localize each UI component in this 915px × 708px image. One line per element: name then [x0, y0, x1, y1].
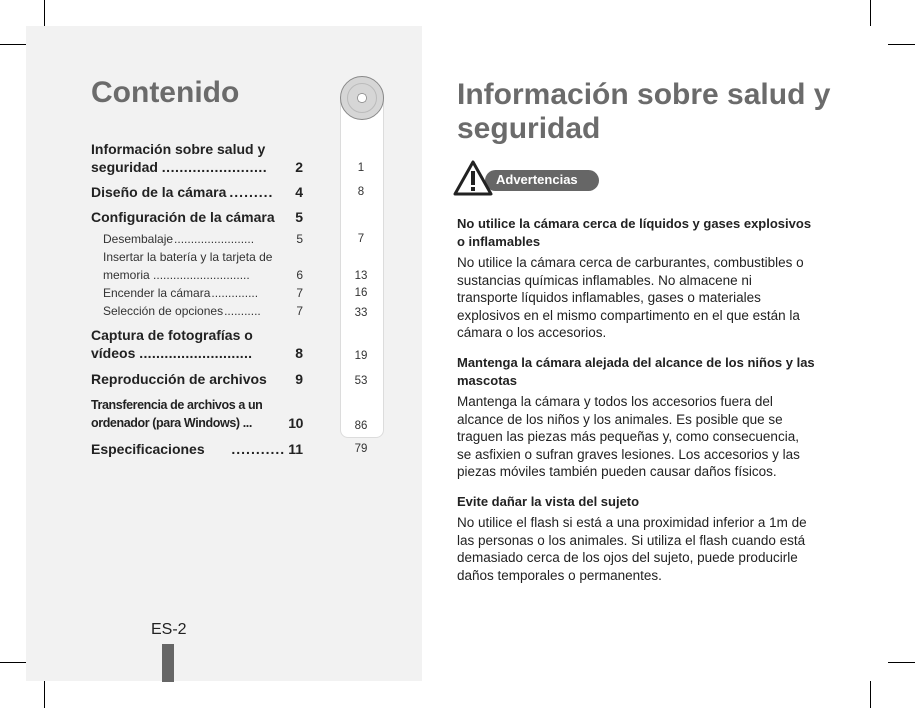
toc-page: 5 [296, 232, 303, 246]
toc-page: 10 [288, 415, 303, 431]
toc-page: 7 [296, 286, 303, 300]
toc-label: Desembalaje [103, 232, 174, 246]
toc-dots: ... [242, 416, 252, 430]
toc-subentry[interactable] [91, 230, 303, 248]
toc-page: 11 [288, 441, 303, 457]
strip-number: 1 [357, 162, 365, 174]
strip-number: 86 [354, 420, 368, 432]
warning-section [457, 493, 815, 584]
toc-page: 9 [295, 371, 303, 387]
strip-number: 19 [354, 350, 368, 362]
toc-label: Diseño de la cámara [91, 184, 227, 200]
toc-entry[interactable] [91, 440, 303, 458]
page-number: ES-2 [151, 621, 187, 638]
toc-label: Reproducción de archivos [91, 371, 267, 387]
crop-mark [0, 44, 26, 45]
toc-dots: ........... [231, 441, 286, 457]
toc-label: Captura de fotografías o vídeos [91, 327, 253, 361]
toc-page: 7 [296, 304, 303, 318]
toc-entry[interactable] [91, 140, 303, 176]
toc-entry[interactable] [91, 326, 303, 362]
strip-number: 53 [354, 375, 368, 387]
toc-entry[interactable] [91, 396, 303, 432]
disc-icon [340, 76, 384, 120]
toc-label: Insertar la batería y la tarjeta de memoria [103, 250, 273, 282]
toc-label: Especificaciones [91, 441, 205, 457]
toc-entry[interactable] [91, 370, 303, 388]
toc-title: Contenido [91, 76, 240, 109]
toc-dots: ............................. [153, 268, 250, 282]
toc-label: Selección de opciones [103, 304, 224, 318]
strip-number: 7 [357, 233, 365, 245]
strip-number: 8 [357, 186, 365, 198]
toc-subentry[interactable] [91, 284, 303, 302]
toc-dots: ........... [224, 304, 261, 318]
warning-section [457, 215, 815, 342]
strip-number: 16 [354, 287, 368, 299]
page-title: Información sobre salud y seguridad [457, 78, 831, 145]
toc-dots: ........................ [174, 232, 255, 246]
toc-subentry[interactable] [91, 248, 303, 284]
table-of-contents [91, 140, 303, 458]
crop-mark [888, 662, 915, 663]
section-heading: Mantenga la cámara alejada del alcance de los niños y las mascotas [457, 355, 815, 388]
toc-entry[interactable] [91, 208, 303, 226]
crop-mark [0, 662, 26, 663]
toc-page: 6 [296, 268, 303, 282]
toc-page: 8 [295, 345, 303, 361]
section-heading: No utilice la cámara cerca de líquidos y gases explosivos o inflamables [457, 216, 812, 249]
toc-dots: ........................ [161, 159, 268, 175]
toc-label: Transferencia de archivos a un ordenador (para Windows) [91, 398, 263, 430]
toc-dots: ......... [229, 184, 274, 200]
warning-icon [453, 160, 493, 196]
page-tab [162, 644, 174, 682]
toc-label: Configuración de la cámara [91, 209, 275, 225]
crop-mark [888, 44, 915, 45]
toc-page: 2 [295, 159, 303, 175]
section-heading: Evite dañar la vista del sujeto [457, 494, 640, 509]
warning-section [457, 354, 815, 481]
strip-number: 33 [354, 307, 368, 319]
strip-number: 79 [354, 443, 368, 455]
toc-page: 5 [295, 209, 303, 225]
toc-page: 4 [295, 184, 303, 200]
section-body: No utilice la cámara cerca de carburantes, combustibles o sustancias químicas inflamables. No almacene ni transporte líquidos inflamables, gases o materiales explosivos en el mismo compartimento en el que están la cámara o los accesorios. [457, 255, 804, 340]
toc-entry[interactable] [91, 183, 303, 201]
toc-dots: ........................... [139, 345, 253, 361]
toc-label: Información sobre salud y seguridad [91, 141, 266, 175]
toc-label: Encender la cámara [103, 286, 211, 300]
section-body: No utilice el flash si está a una proximidad inferior a 1m de las personas o los animales. Si utiliza el flash cuando está demasiado cerca de los ojos del sujeto, puede producirle daños temporales o permanentes. [457, 515, 807, 583]
strip-number: 13 [354, 270, 368, 282]
toc-subentry[interactable] [91, 302, 303, 320]
section-body: Mantenga la cámara y todos los accesorios fuera del alcance de los niños y los animales. Es posible que se traguen las piezas más pequeñas y, como consecuencia, se asfixien o sufran graves lesiones. Los accesorios y las piezas móviles también pueden causar daños físicos. [457, 394, 800, 479]
warning-label: Advertencias [496, 172, 578, 187]
toc-dots: .............. [211, 286, 259, 300]
